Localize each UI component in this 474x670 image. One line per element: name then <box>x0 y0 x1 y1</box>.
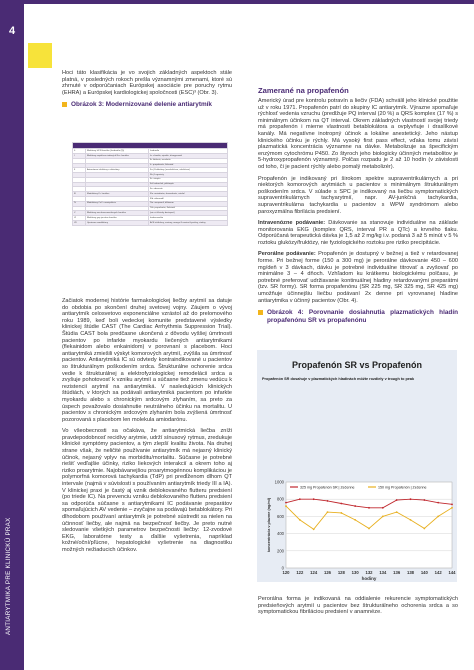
figure-4-title: Obrázok 4: Porovnanie dosiahnutia plazmatických hladín propafenónu SR vs propafenónu <box>267 309 458 324</box>
x-tick-label: 128 <box>337 570 345 575</box>
table-cell: Modulátory K+ kanálov <box>86 192 149 197</box>
table-cell: 0 <box>73 149 86 154</box>
data-point <box>340 512 342 514</box>
x-tick-label: 142 <box>434 570 442 575</box>
table-cell: IIe: adenozín <box>149 187 228 192</box>
chart-title: Propafenón SR vs Propafenón <box>291 360 423 370</box>
table-cell: Ia: chinidín, ajmalín, dizopyramid <box>149 153 228 158</box>
x-tick-label: 126 <box>324 570 331 575</box>
table-cell: V <box>73 211 86 216</box>
table-cell: VI <box>73 216 86 221</box>
data-point <box>285 505 287 507</box>
table-cell: IVa: verapamil, diltiazem <box>149 201 228 206</box>
data-point <box>313 498 315 500</box>
table-cell: IIIa: amiodarón, dronedarón, sotalol <box>149 192 228 197</box>
data-point <box>299 498 301 500</box>
data-point <box>299 519 301 521</box>
x-tick-label: 140 <box>420 570 428 575</box>
figure-3-title: Obrázok 3: Modernizované delenie antiarytmík <box>71 101 212 109</box>
data-point <box>423 499 425 501</box>
data-point <box>313 528 315 530</box>
closing-paragraph: Perorálna forma je indikovaná na oddialenie rekurencie symptomatických predsieňových arytmií u pacientov bez štrukturálneho ochorenia srdca a so symptomatickou fibriláciou predsiení v anamnéze. <box>258 596 458 616</box>
table-cell: IIb: β-agonisty <box>149 173 228 178</box>
data-point <box>451 507 453 509</box>
legend-entry: 150 mg Propafenón | Zečenne <box>378 485 427 490</box>
chart-subtitle: Propafenón SR dosahuje v plazmatických hladinách môžte rozdiely v trough to peak <box>262 377 415 381</box>
right-column-end <box>258 596 458 621</box>
table-cell: karbenoxolón <box>149 216 228 221</box>
legend-entry: 325 mg Propafenón SR | Zečenne <box>300 485 355 490</box>
page-number: 4 <box>8 25 16 37</box>
data-point <box>410 498 412 500</box>
data-point <box>382 516 384 518</box>
data-point <box>382 507 384 509</box>
x-tick-label: 134 <box>379 570 387 575</box>
section-heading: Zamerané na propafenón <box>258 86 349 95</box>
y-tick-label: 0 <box>281 565 284 571</box>
data-point <box>368 507 370 509</box>
data-point <box>327 511 329 513</box>
oral-label: Perorálne podávanie: <box>258 251 316 258</box>
iv-label: Intravenózne podávanie: <box>258 220 326 227</box>
table-cell: (nie sú klinicky dostupné) <box>149 211 228 216</box>
table-cell: Ic: propafenón, flekainid <box>149 163 228 168</box>
table-cell: Blokátory napäťovo riadených Na+ kanálov <box>86 153 149 158</box>
table-cell: I <box>73 153 86 158</box>
data-point <box>354 519 356 521</box>
x-axis-label: hodiny <box>361 576 377 581</box>
table-cell: II <box>73 168 86 173</box>
data-point <box>368 528 370 530</box>
x-tick-label: 130 <box>351 570 359 575</box>
x-tick-label: 124 <box>310 570 318 575</box>
data-point <box>396 499 398 501</box>
table-cell: IVb: propafenón, flekainid <box>149 206 228 211</box>
x-tick-label: 138 <box>407 570 414 575</box>
intro-paragraph: Hoci táto klasifikácia je vo svojich základných aspektoch stále platná, v posledných rokoch prešla významnými zmenami, ktoré sú zhrnuté v odporúčaniach Európskej asociácie pre poruchy rytmu (EHRA) a Európskej kardiologickej spoločnosti (ESC)³ (Obr. 3). <box>62 70 232 96</box>
table-cell: III <box>73 192 86 197</box>
x-tick-label: 122 <box>296 570 304 575</box>
table-cell: Blokátory mechanosenzitívnych kanálov <box>86 211 149 216</box>
table-cell: IV <box>73 201 86 206</box>
table-cell: IIIb: nikorandil <box>149 197 228 202</box>
iv-text: Dávkovanie sa stanovuje individuálne na základe monitorovania EKG (komplex QRS, interval PR a QTc) a krvného tlaku. Odporúčaná terapeutická dávka je 1,5 až 2 mg/kg i.v. podaná 3 až 5 minút v 5 % roztoku glukózy/fruktózy, nie fyziologického roztoku pre riziko precipitácie. <box>258 220 458 246</box>
data-point <box>437 516 439 518</box>
table-cell: VII <box>73 220 86 225</box>
data-point <box>340 503 342 505</box>
data-point <box>285 502 287 504</box>
x-tick-label: 120 <box>282 570 290 575</box>
y-axis-label: koncentrácia v plazme (ng/ml) <box>267 497 271 553</box>
y-tick-label: 200 <box>277 548 284 554</box>
table-cell: IId: karbachol, pilokarpín <box>149 182 228 187</box>
y-tick-label: 800 <box>277 496 284 502</box>
table-cell: IIc: atropín <box>149 177 228 182</box>
y-tick-label: 400 <box>277 531 284 537</box>
side-running-title: ANTIARYTMIKA PRE KLINICKÚ PRAX <box>5 517 12 635</box>
y-tick-label: 1000 <box>274 479 284 485</box>
data-point <box>423 528 425 530</box>
x-tick-label: 132 <box>365 570 373 575</box>
table-cell: Ivabradín <box>149 149 228 154</box>
propafenone-paragraph: Americký úrad pre kontrolu potravín a liečiv (FDA) schválil jeho klinické použitie už v roku 1971. Propafenón patrí do skupiny IC antiarytmík. Výrazne spomaľuje rýchlosť vedenia vzruchu (predlžuje PQ interval (20 %) a QRS komplex (17 %) s minimálnym účinkom na QT interval. Okrem základných vlastností svojej triedy má propafenón i mierne vlastnosti betablokátora a ovplyvňuje i draslíkové kanály. Má negatívne inotropný účinok a lokálne anestetický. Jeho nástup klinického účinku je rýchly. Má vysoký first pass effect, vďaka tomu závisí plazmatická koncentrácia významne na dávke. Metabolizuje sa špecifickým enzýmom cytochrómu P450. Zo štyroch jeho biologicky účinných metabolitov je 5-hydroxypropafenón významný. Polčas rozpadu je 2 až 10 hodín (v závislosti od toho, či je pacient rýchly alebo pomalý metabolizér). <box>258 98 458 170</box>
plot-area <box>286 482 452 568</box>
data-point <box>451 503 453 505</box>
history-paragraph: Začiatok modernej histórie farmakologickej liečby arytmií sa datuje do obdobia po skončení druhej svetovej vojny. Záujem o vývoj antiarytmík celosvetovo exponenciálne vzrástol až do prelomového roku 1989, keď boli vedeckej komunite predstavené výsledky klinickej štúdie CAST (The Cardiac Arrhythmia Suppression Trial). Štúdia CAST bola predčasne ukončená z dôvodu vyššej úmrtnosti pacientov po infarkte myokardu liečených antiarytmikami (flekainidom alebo enkainidom) v porovnaní s placebom. Hoci antiarytmiká zmiešili výskyt komorových arytmií, zvýšila sa úmrtnosť pacientov. Antiarytmiká IC sú odvtedy kontraindikované u pacientov so štrukturálnym poškodením srdca. Štrukturálne ochorenie srdca vedie k štrukturálnej a elektrofyziologickej remodelácii srdca a zvyšuje pohotovosť k vzniku arytmií a súčasne tiež zmenu vedúcu k rezistencii arytmií na antiarytmiká. V nasledujúcich klinických štúdiách, v ktorých sa podávali antiarytmiká pacientom po infarkte myokardu alebo s chronickým srdcovým zlyhaním, sa preto za úspech považovalo dosiahnutie neutrálneho účinku na mortalitu. U pacientov s chronickým srdcovým zlyhaním bola zvýšená úmrtnosť pozorovaná s placebom len molekula amiodarónu. <box>62 298 232 423</box>
expectations-paragraph: Vo všeobecnosti sa očakáva, že antiarytmická liečba zníži pravdepodobnosť recidívy arytmie, udrží sínusový rytmus, zredukuje klinické symptómy pacientov, a tým zlepší kvalitu života. Na druhej strane však, že neličité používanie antiarytmík má nejasný klinický účinok, nejasný vplyv na morbiditu/mortalitu. Súčasne je potrebné riešiť vedľajšie účinky, riziko liekových interakcií a okrem toho aj riziko proarytmie. Najobávanejšou proarytmogénnou komplikáciou je polymorfná komorová tachykardia (TdP) pri predĺženom dlhom QT intervale (najmä v súvislosti s používaním antiarytmík triedy III a IA). V klinickej praxi je častý aj vznik deblokovaného flutteru predsiení (po triede IC). Na prevenciu vzniku deblokovaného flutteru predsiení sa odporúča súčasne s antiarytmikami IC podávanie preparátov spomaľujúcich AV vedenie – zvyčajne sa podávajú betablokátory. Pri dlhodobom používaní antiarytmík je potrebné sústredit sa nielen na účinnosť liečby, ale najmä na bezpečnosť liečby. Je preto nutné sledovanie všetkých parametrov bezpečnosti liečby: 12-zvodové EKG, laboratórne testy a ďalšie vyšetrenia, napríklad kožné/oční/pľúcne, hepatologické vyšetrenie na diagnostiku možných nežiaducich účinkov. <box>62 428 232 553</box>
table-cell: Autonómne inhibítory a aktivátory <box>86 168 149 173</box>
data-point <box>437 502 439 504</box>
table-cell: Blokátory gap junction kanálov <box>86 216 149 221</box>
x-tick-label: 144 <box>448 570 456 575</box>
x-tick-label: 136 <box>393 570 401 575</box>
table-cell: Blokátory HCN kanálov (Ivabradín (If)) <box>86 149 149 154</box>
data-point <box>396 511 398 513</box>
table-cell: ACE inhibítory, sartany, omega-3 mastné kyseliny, statíny <box>149 220 228 225</box>
table-cell: Ib: lidokaín, mexiletín <box>149 158 228 163</box>
data-point <box>410 519 412 521</box>
y-tick-label: 600 <box>277 513 284 519</box>
data-point <box>354 505 356 507</box>
table-cell: IIa: β-blokátory (neselektívne, selektívne) <box>149 168 228 173</box>
table-cell: Upstream modulátory <box>86 220 149 225</box>
data-point <box>327 500 329 502</box>
indication-paragraph: Propafenón je indikovaný pri širokom spektre supraventrikulárnych a pri niektorých komorových arytmiách u pacientov s minimálnym štrukturálnym poškodením srdca. V súlade s SPC je indikovaný na liečbu symptomatických supraventrikulárnych tachyarytmií, napr. AV-junkčná tachykardia, supraventrikulárna tachykardia u pacientov s WPW syndrómom alebo paroxyzmálna fibrilácia predsiení. <box>258 175 458 215</box>
oral-text: Propafenón je dostupný v bežnej a tiež v retardovanej forme. Pri bežnej forme (150 a 300 mg) je perorálne dávkovanie 450 – 600 mg/deň v 3 dávkach, dávku je potrebné individuálne titrovať a zvyšovať po minimálne 3 – 4 dňoch. Vzhľadom ku krátkemu biologickému polčasu, je potrebné preferovať udržiavanie kontinuálnej hladiny retardovanými preparátmi (tzv. SR formy). SR forma propafenónu (SR 225 mg, SR 325 mg, SR 425 mg) umožňuje účinnejšiu liečbu podávaní 2x denne pri vyrovnanej hladine antiarytmika v účinný pacientov (Obr. 4). <box>258 251 458 304</box>
table-cell: Modulátory Ca2+ manipulácie <box>86 201 149 206</box>
